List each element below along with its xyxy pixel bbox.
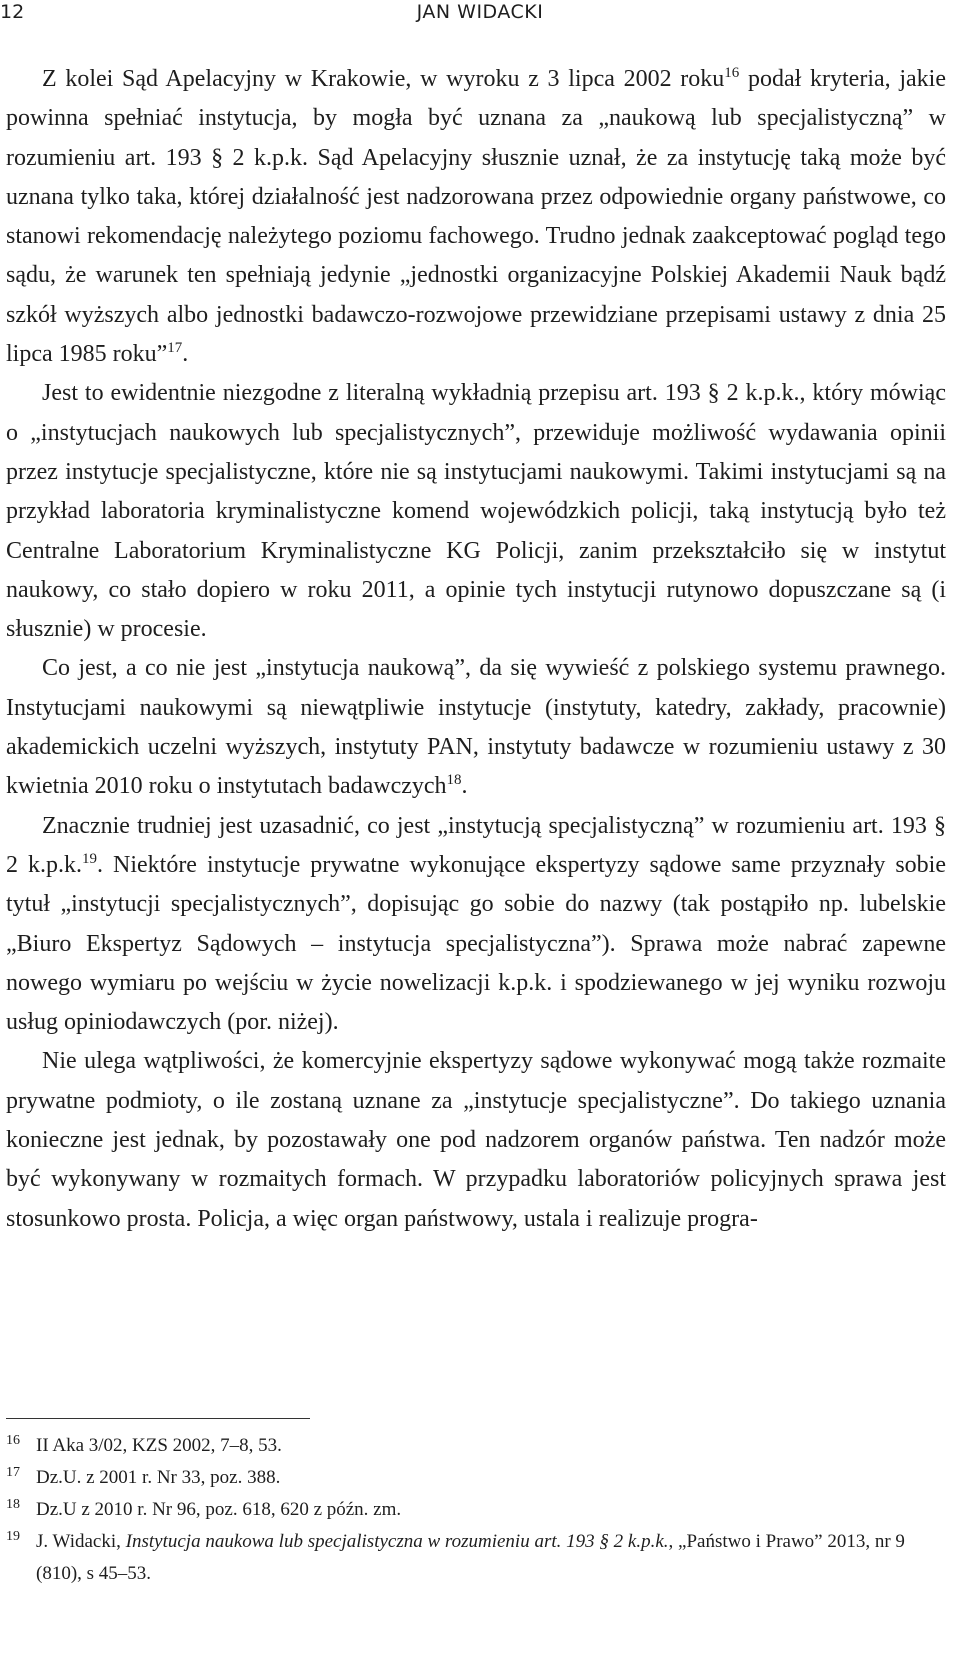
footnote — [6, 1494, 940, 1526]
footnote-ref: 17 — [167, 340, 183, 357]
text-run: Dz.U. z 2001 r. Nr 33, poz. 388. — [36, 1467, 281, 1488]
text-run: Dz.U z 2010 r. Nr 96, poz. 618, 620 z późn. zm. — [36, 1499, 402, 1520]
paragraph — [6, 60, 946, 374]
page-number: 12 — [0, 1, 25, 23]
footnote — [6, 1430, 940, 1462]
footnote-text — [36, 1499, 401, 1520]
page-header — [0, 0, 960, 40]
body-text — [6, 60, 946, 1239]
text-run: J. Widacki, — [36, 1531, 126, 1552]
footnote-number: 17 — [6, 1465, 20, 1480]
paragraph — [6, 649, 946, 806]
text-run: Nie ulega wątpliwości, że komercyjnie ekspertyzy sądowe wykonywać mogą także rozmaite prywatne podmioty, o ile zostaną uznane za „instytucje specjalistyczne”. Do takiego uznania konieczne jest jednak, by pozostawały one pod nadzorem organów państwa. Ten nadzór może być wykonywany w rozmaitych formach. W przypadku laboratoriów policyjnych sprawa jest stosunkowo prosta. Policja, a więc organ państwowy, ustala i realizuje progra- — [6, 1048, 946, 1232]
footnote-text — [36, 1467, 280, 1488]
italic-title: Instytucja naukowa lub specjalistyczna w rozumieniu art. 193 § 2 k.p.k. — [125, 1531, 669, 1552]
footnote-ref: 18 — [446, 772, 462, 789]
footnote-ref: 19 — [82, 850, 97, 867]
text-run: Znacznie trudniej jest uzasadnić, co jest „instytucją specjalistyczną” w rozumieniu art. 193 § 2 k.p.k. — [6, 812, 946, 878]
text-run: Co jest, a co nie jest „instytucja naukową”, da się wywieść z polskiego systemu prawnego. Instytucjami naukowymi są niewątpliwie instytucje (instytuty, katedry, zakłady, pracownie) akademickich uczelni wyższych, instytuty PAN, instytuty badawcze w rozumieniu ustawy z 30 kwietnia 2010 roku o instytutach badawczych — [6, 655, 946, 800]
text-run: podał kryteria, jakie powinna spełniać instytucja, by mogła być uznana za „naukową lub specjalistyczną” w rozumieniu art. 193 § 2 k.p.k. Sąd Apelacyjny słusznie uznał, że za instytucję taką może być uznana tylko taka, której działalność jest nadzorowana przez odpowiednie organy państwowe, co stanowi rekomendację należytego poziomu fachowego. Trudno jednak zaakceptować pogląd tego sądu, że warunek ten spełniają jedynie „jednostki organizacyjne Polskiej Akademii Nauk bądź szkół wyższych albo jednostki badawczo-rozwojowe przewidziane przepisami ustawy z dnia 25 lipca 1985 roku” — [6, 66, 946, 368]
text-run: II Aka 3/02, KZS 2002, 7–8, 53. — [36, 1435, 282, 1456]
running-head: JAN WIDACKI — [416, 1, 544, 23]
footnote-text — [36, 1435, 282, 1456]
footnote-separator — [6, 1418, 310, 1419]
text-run: . Niektóre instytucje prywatne wykonujące ekspertyzy sądowe same przyznały sobie tytuł „instytucji specjalistycznych”, dopisując go sobie do nazwy (tak postąpiło np. lubelskie „Biuro Ekspertyz Sądowych – instytucja specjalistyczna”). Sprawa może nabrać zapewne nowego wymiaru po wejściu w życie nowelizacji k.p.k. i spodziewanego w jej wyniku rozwoju usług opiniodawczych (por. niżej). — [6, 851, 947, 1036]
footnote-text — [36, 1531, 905, 1584]
paragraph — [6, 374, 946, 649]
text-run: , „Państwo i Prawo” 2013, nr 9 (810), s 45–53. — [36, 1531, 905, 1584]
footnote-number: 16 — [6, 1433, 20, 1448]
footnotes — [6, 1430, 940, 1590]
text-run: . — [461, 773, 468, 800]
footnote — [6, 1526, 940, 1590]
footnote-number: 18 — [6, 1497, 20, 1512]
text-run: Z kolei Sąd Apelacyjny w Krakowie, w wyroku z 3 lipca 2002 roku — [42, 66, 725, 92]
footnote-ref: 16 — [724, 65, 740, 81]
paragraph — [6, 807, 946, 1043]
text-run: . — [182, 341, 189, 368]
text-run: Jest to ewidentnie niezgodne z literalną wykładnią przepisu art. 193 § 2 k.p.k., który mówiąc o „instytucjach naukowych lub specjalistycznych”, przewiduje możliwość wydawania opinii przez instytucje specjalistyczne, które nie są instytucjami naukowymi. Takimi instytucjami są na przykład laboratoria kryminalistyczne komend wojewódzkich policji, taką instytucją było też Centralne Laboratorium Kryminalistyczne KG Policji, zanim przekształciło się w instytut naukowy, co stało dopiero w roku 2011, a opinie tych instytucji rutynowo dopuszczane są (i słusznie) w procesie. — [6, 380, 946, 643]
footnote — [6, 1462, 940, 1494]
footnote-number: 19 — [6, 1529, 20, 1544]
paragraph — [6, 1042, 946, 1238]
